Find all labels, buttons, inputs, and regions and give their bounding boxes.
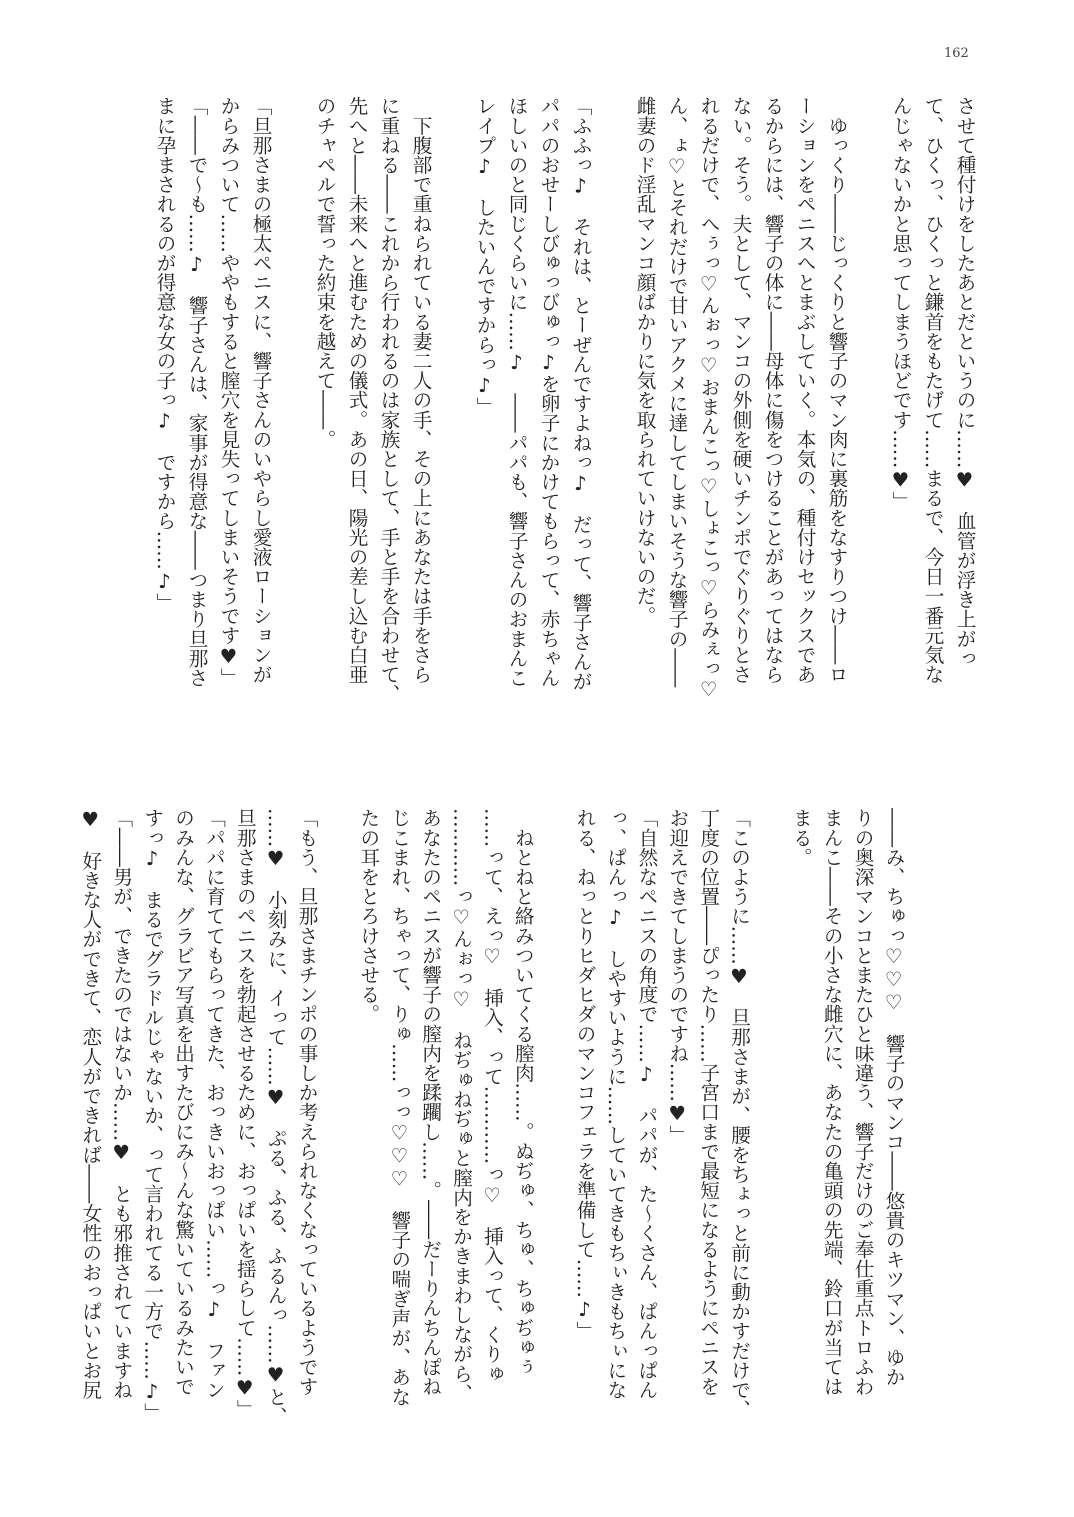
text-line: からみついて……ややもすると膣穴を見失ってしまいそうです♥」: [217, 96, 240, 688]
text-line: ♥ 好きな人ができて、恋人ができれば――女性のおっぱいとお尻: [78, 808, 102, 1400]
text-line: んじゃないかと思ってしまうほどです……♥」: [889, 96, 912, 511]
text-line: ゆっくり――じっくりと響子のマン肉に裏筋をなすりつけ――ロ: [825, 96, 848, 684]
text-line: 「パパに育ててもらってきた、おっきいおっぱい……っ♪ ファン: [202, 808, 226, 1400]
text-line: 雌妻のド淫乱マンコ顔ばかりに気を取られていけないのだ。: [633, 96, 656, 626]
text-line: あなたのペニスが響子の膣内を蹂躙し……。――だーりんちんぽね: [418, 808, 442, 1396]
text-line: お迎えできてしまうのですね……♥」: [665, 808, 689, 1145]
text-line: に重ねる――これから行われるのは家族として、手と手を合わせて、: [377, 96, 400, 704]
text-line: まんこ――その小さな雌穴に、あなたの亀頭の先端、鈴口が当ては: [820, 808, 844, 1396]
text-line: 「――男が、できたのではないか……♥ とも邪推されていますね: [109, 808, 133, 1400]
text-line: たの耳をとろけさせる。: [356, 808, 380, 1024]
text-line: ――み、ちゅっ♡♡♡ 響子のマンコ――悠貴のキツマン、ゆか: [882, 808, 905, 1387]
text-line: 旦那さまのペニスを勃起させるために、おっぱいを揺らして……♥」: [233, 808, 257, 1419]
text-line: れる、ねっとりヒダヒダのマンコフェラを準備して……♪」: [573, 808, 597, 1341]
lower-text-block: [74, 808, 908, 1448]
text-line: レイプ♪ したいんですからっ♪」: [473, 96, 496, 417]
text-line: 「もう、旦那さまチンポの事しか考えられなくなっているようです: [295, 808, 319, 1396]
text-line: じこまれ、ちゃって、りゅ……っっ♡♡♡ 響子の喘ぎ声が、あな: [387, 808, 411, 1407]
text-line: すっ♪ まるでグラドルじゃないか、って言われてる一方で……♪」: [140, 808, 164, 1423]
text-line: 先へと――未来へと進むための儀式。あの日、陽光の差し込む白亜: [345, 96, 368, 684]
text-line: …………っ♡んぉっ♡ ねぢゅねぢゅと膣内をかきまわしながら、: [449, 808, 473, 1403]
text-line: るからには、響子の体に――母体に傷をつけることがあってはなら: [761, 96, 784, 684]
text-line: パパのおせーしびゅっびゅっ♪を卵子にかけてもらって、赤ちゃん: [537, 96, 560, 688]
text-line: [321, 808, 352, 1448]
text-line: 丁度の位置――ぴったり……子宮口まで最短になるようにペニスを: [696, 808, 720, 1396]
text-line: まる。: [789, 808, 813, 867]
text-line: [754, 808, 785, 1448]
text-line: まに孕まされるのが得意な女の子っ♪ ですから……♪」: [153, 96, 176, 613]
text-line: れるだけで、へぅっ♡んぉっ♡おまんこっ♡しょこっ♡らみぇっ♡: [697, 96, 720, 701]
text-line: ーションをペニスへとまぶしていく。本気の、種付けセックスであ: [793, 96, 816, 684]
text-line: させて種付けをしたあとだというのに……♥ 血管が浮き上がっ: [953, 96, 976, 668]
text-line: 「――で〜も……♪ 響子さんは、家事が得意な――つまり旦那さ: [185, 96, 208, 688]
text-line: 「ふふっ♪ それは、とーぜんですよねっ♪ だって、響子さんが: [569, 96, 592, 691]
text-line: 下腹部で重ねられている妻二人の手、その上にあなたは手をさら: [409, 96, 432, 684]
text-line: [436, 96, 468, 736]
text-line: のチャペルで誓った約束を越えて――。: [313, 96, 336, 449]
text-line: [276, 96, 308, 736]
text-line: ない。そう。夫として、マンコの外側を硬いチンポでぐりぐりとさ: [729, 96, 752, 684]
text-line: ……って、えっ♡ 挿入、って…………っ♡ 挿入って、くりゅ: [480, 808, 504, 1384]
text-line: 「このように……♥ 旦那さまが、腰をちょっと前に動かすだけで、: [727, 808, 751, 1419]
text-line: [596, 96, 628, 736]
upper-text-block: [148, 96, 980, 736]
text-line: て、ひくっ、ひくっと鎌首をもたげて……まるで、今日一番元気な: [921, 96, 944, 684]
text-line: ん、ょ♡とそれだけで甘いアクメに達してしまいそうな響子の――: [665, 96, 688, 688]
text-line: 「旦那さまの極太ペニスに、響子さんのいやらし愛液ローションが: [249, 96, 272, 684]
page-number: 162: [944, 46, 969, 61]
text-line: ……♥ 小刻みに、イって……♥ ぷる、ふる、ふるんっ……♥と、: [264, 808, 288, 1426]
text-line: [852, 96, 884, 736]
text-line: のみんな、グラビア写真を出すたびにみ〜んな驚いているみたいで: [171, 808, 195, 1396]
text-line: 「自然なペニスの角度で……♪ パパが、た〜くさん、ぱんっぱん: [634, 808, 658, 1400]
text-line: [537, 808, 568, 1448]
text-line: りの奥深マンコとまたひと味違う、響子だけのご奉仕重点トロふわ: [851, 808, 875, 1396]
text-line: ほしいのと同じくらいに……♪ ――パパも、響子さんのおまんこ: [505, 96, 528, 688]
text-line: っ、ぱんっ♪ しやすいように……していてきもちぃきもちぃにな: [603, 808, 627, 1400]
text-line: ねとねと絡みついてくる膣肉……。ぬぢゅ、ちゅ、ちゅぢゅぅ: [511, 808, 535, 1377]
